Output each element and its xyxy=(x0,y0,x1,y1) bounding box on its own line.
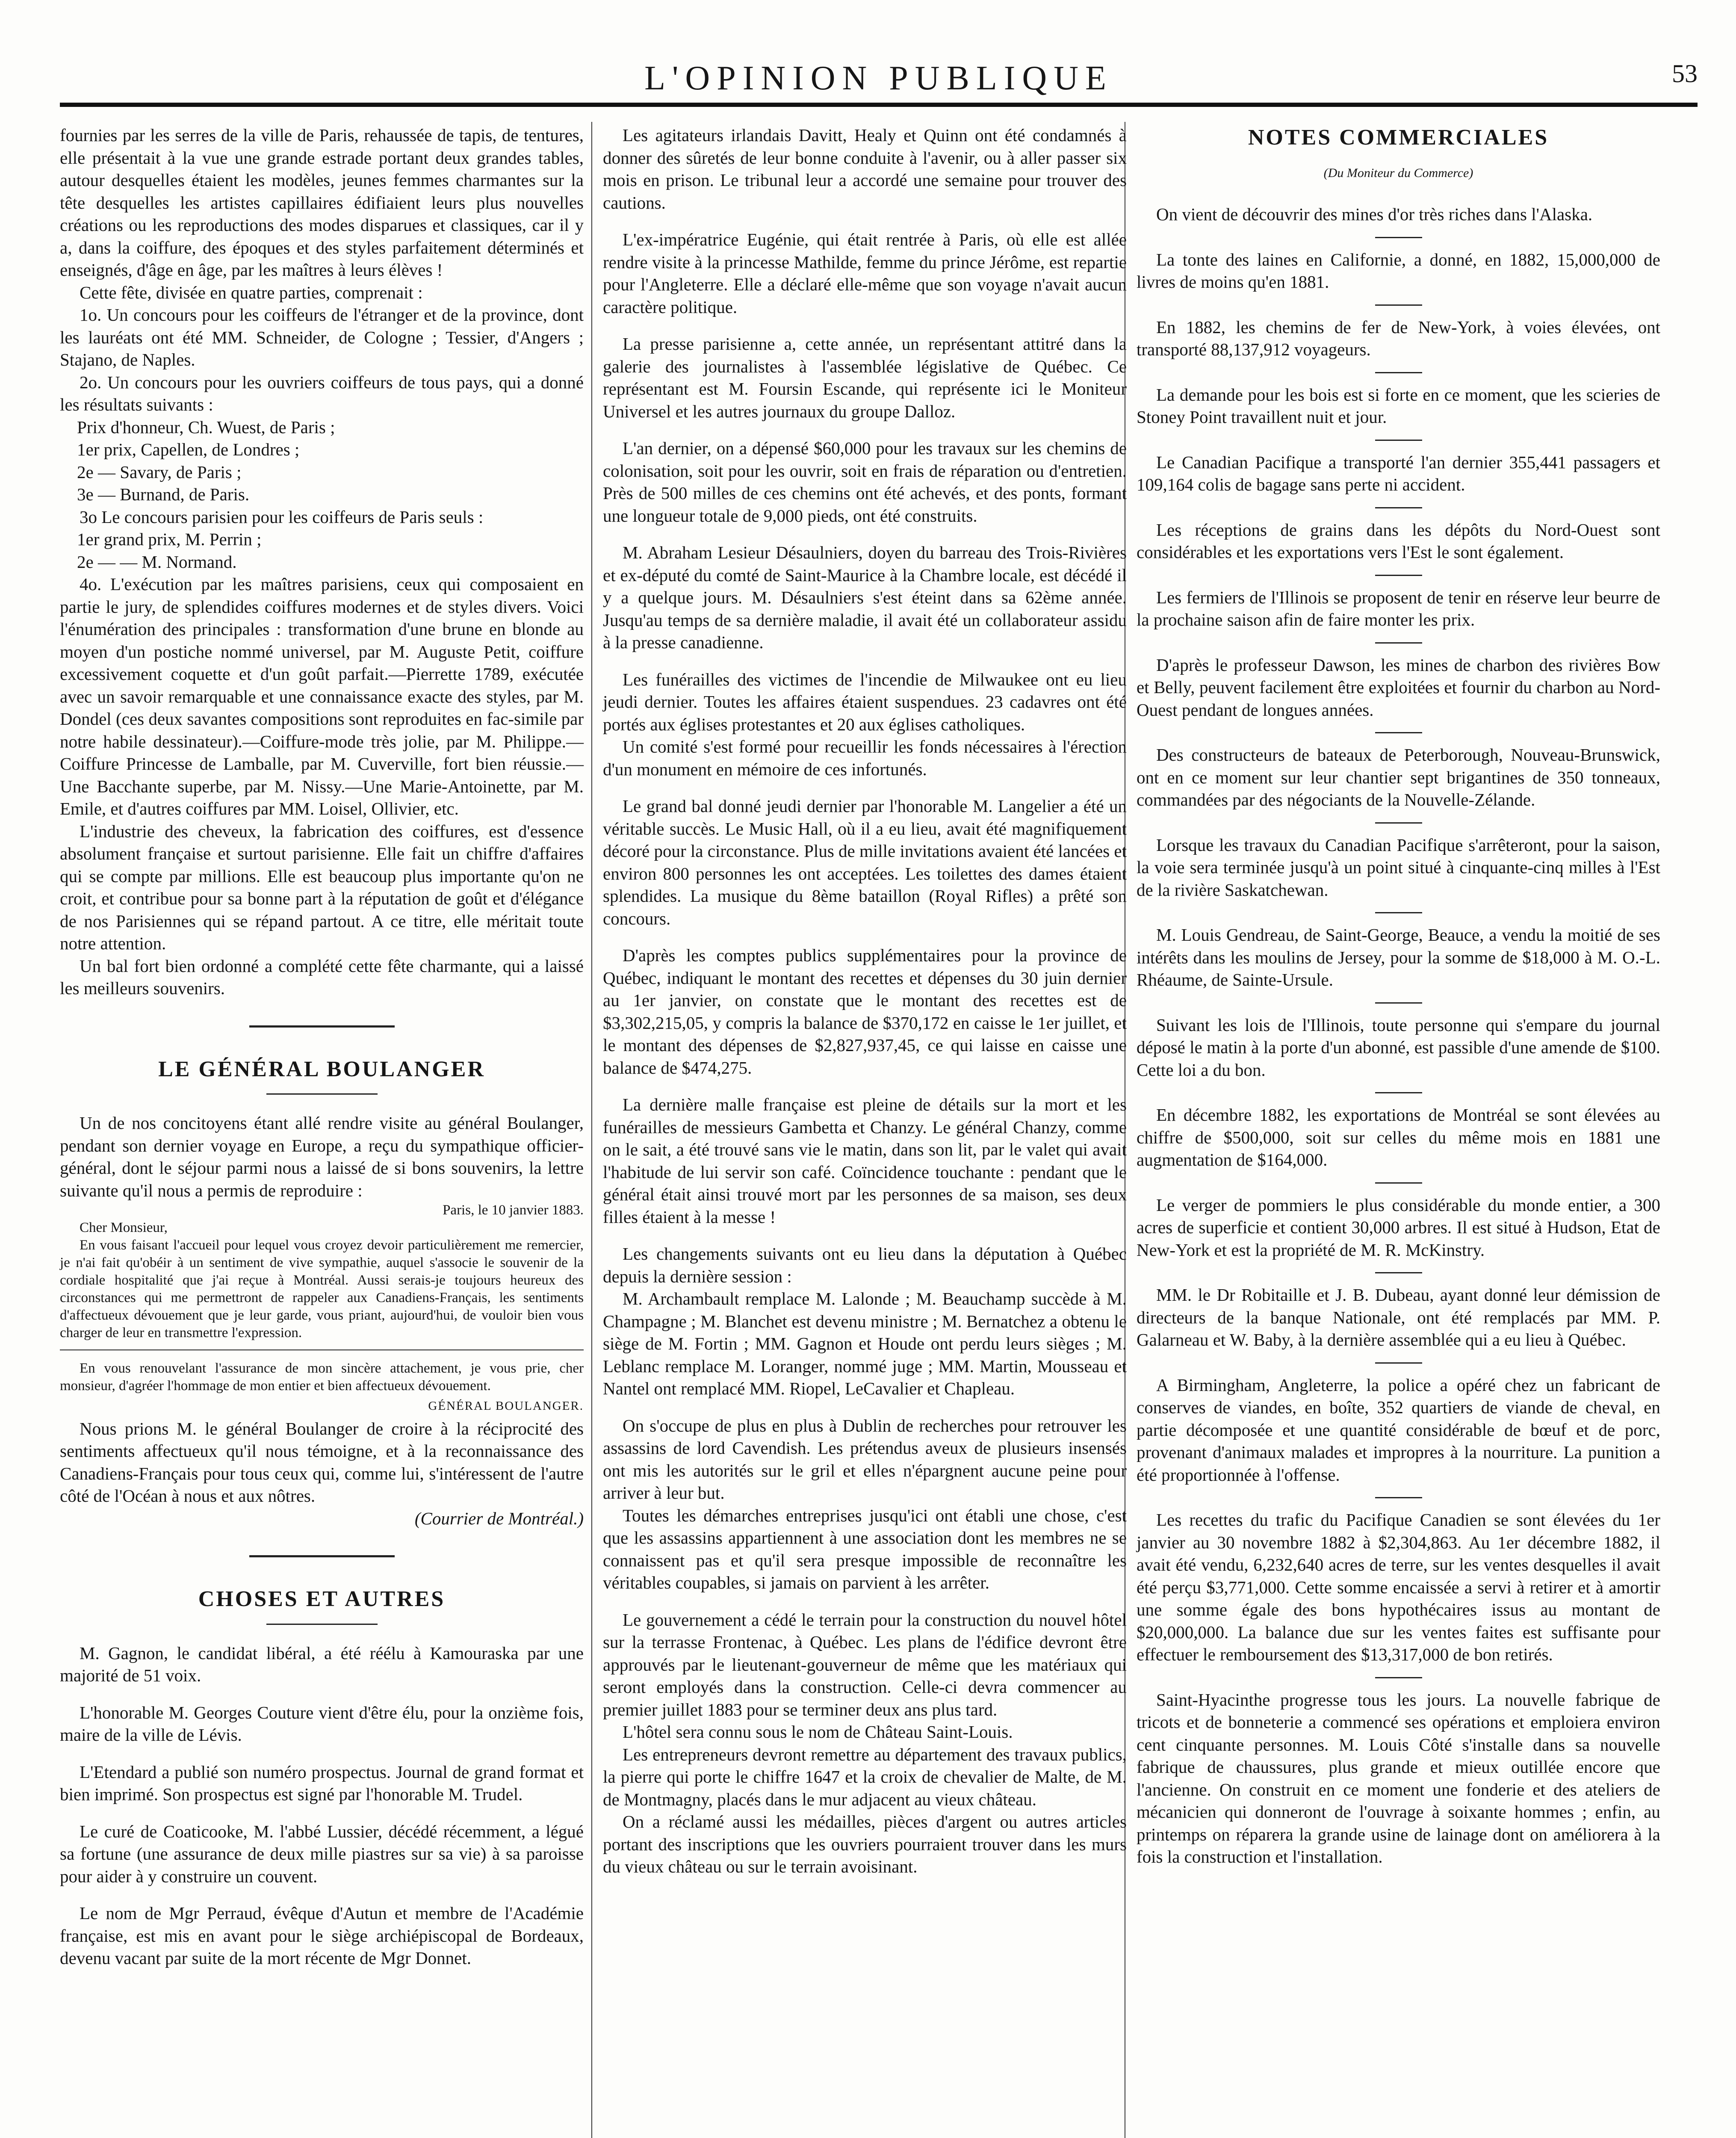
article-paragraph: 3o Le concours parisien pour les coiffeurs de Paris seuls : xyxy=(80,507,484,527)
prize-line: 2e — Savary, de Paris ; xyxy=(77,462,242,482)
note-separator xyxy=(1375,912,1422,913)
note-separator xyxy=(1375,507,1422,508)
note-separator xyxy=(1375,1362,1422,1364)
news-item: Les funérailles des victimes de l'incendie de Milwaukee ont eu lieu jeudi dernier. Toutes les affaires étaient suspendues. 23 cadavres ont été portés aux églises protestantes et 20 aux églises catholiques. xyxy=(603,669,1127,734)
letter-dateline: Paris, le 10 janvier 1883. xyxy=(443,1202,584,1218)
prize-line: 2e — — M. Normand. xyxy=(77,552,237,572)
article-paragraph: Nous prions M. le général Boulanger de croire à la réciprocité des sentiments affectueux qu'il nous témoigne, et à la reconnaissance des Canadiens-Français pour tous ceux qui, comme lui, s'intéressent de l'autre côté de l'Océan à nous et aux nôtres. xyxy=(60,1418,584,1506)
letter-signature: GÉNÉRAL BOULANGER. xyxy=(428,1399,584,1413)
news-item: L'an dernier, on a dépensé $60,000 pour les travaux sur les chemins de colonisation, soit pour les ouvrir, soit en frais de réparation ou d'entretien. Près de 500 milles de ces chemins ont été achevés, et des ponts, formant une longueur totale de 9,000 pieds, ont été construits. xyxy=(603,438,1127,526)
commerce-note: Suivant les lois de l'Illinois, toute personne qui s'empare du journal déposé le matin à la porte d'un abonné, est passible d'une amende de $100. Cette loi a du bon. xyxy=(1137,1015,1660,1080)
news-item: On a réclamé aussi les médailles, pièces d'argent ou autres articles portant des inscriptions que les ouvriers pourraient trouver dans les murs du vieux château ou sur le terrain avoisinant. xyxy=(603,1812,1127,1876)
commerce-note: D'après le professeur Dawson, les mines de charbon des rivières Bow et Belly, peuvent facilement être exploitées et fournir du charbon au Nord-Ouest pendant de longues années. xyxy=(1137,655,1660,720)
article-paragraph: Cette fête, divisée en quatre parties, comprenait : xyxy=(80,282,423,302)
commerce-note: A Birmingham, Angleterre, la police a opéré chez un fabricant de conserves de viandes, en boîte, 352 quartiers de viande de cheval, en partie décomposée et une quantité considérable de bœuf et de porc, provenant d'animaux malades et impropres à la nourriture. La punition a été proportionnée à l'offense. xyxy=(1137,1375,1660,1485)
note-separator xyxy=(1375,304,1422,306)
note-separator xyxy=(1375,1677,1422,1678)
commerce-note: En décembre 1882, les exportations de Montréal se sont élevées au chiffre de $500,000, soit sur celles du même mois en 1881 une augmentation de $164,000. xyxy=(1137,1105,1660,1169)
prize-line: 1er grand prix, M. Perrin ; xyxy=(77,529,262,549)
commerce-note: Lorsque les travaux du Canadian Pacifique s'arrêteront, pour la saison, la voie sera terminée jusqu'à un point situé à cinquante-cinq milles à l'Est de la rivière Saskatchewan. xyxy=(1137,835,1660,900)
news-item: L'honorable M. Georges Couture vient d'être élu, pour la onzième fois, maire de la ville de Lévis. xyxy=(60,1702,584,1745)
news-item: Toutes les démarches entreprises jusqu'ici ont établi une chose, c'est que les assassins appartiennent à une association dont les membres ne se connaissent pas et qu'il sera presque impossible de reconnaître les véritables coupables, si jamais on parvient à les arrêter. xyxy=(603,1505,1127,1592)
note-separator xyxy=(1375,575,1422,576)
commerce-note: Saint-Hyacinthe progresse tous les jours. La nouvelle fabrique de tricots et de bonneterie a commencé ses opérations et emploiera environ cent cinquante personnes. M. Louis Côté s'installe dans sa nouvelle fabrique de chaussures, plus grande et mieux outillée encore que l'ancienne. On construit en ce moment une fonderie et des ateliers de mécanicien qui donneront de l'ouvrage à soixante hommes ; enfin, au printemps on réparera la grande usine de lainage dont on améliorera à la fois la construction et l'installation. xyxy=(1137,1689,1660,1866)
article-paragraph: 4o. L'exécution par les maîtres parisiens, ceux qui composaient en partie le jury, de splendides coiffures modernes et de styles divers. Voici l'énumération des principales : transformation d'une brune en blonde au moyen d'un postiche nommé universel, par M. Auguste Petit, coiffure excessivement coquette et d'un goût parfait.—Pierrette 1789, exécutée avec un savoir remarquable et une connaissance exacte des styles, par M. Dondel (ces deux savantes compositions sont reproduites en fac-simile par notre habile dessinateur).—Coiffure-mode très jolie, par M. Philippe.—Coiffure Princesse de Lamballe, par M. Cuverville, fort bien réussie.—Une Bacchante superbe, par M. Nissy.—Une Marie-Antoinette, par M. Emile, et d'autres coiffures par MM. Loisel, Ollivier, etc. xyxy=(60,574,584,818)
letter-body: En vous faisant l'accueil pour lequel vous croyez devoir particulièrement me remercier, je n'ai fait qu'obéir à un sentiment de vive sympathie, auquel s'associe le souvenir de la cordiale hospitalité que j'ai reçue à Montréal. Aussi serais-je toujours heureux des circonstances qui me permettront de rappeler aux Canadiens-Français, les sentiments d'affectueux dévouement que je leur garde, vous priant, aujourd'hui, de vouloir bien vous charger de leur en transmettre l'expression. xyxy=(60,1237,584,1341)
section-heading: NOTES COMMERCIALES xyxy=(1248,125,1549,150)
prize-line: 3e — Burnand, de Paris. xyxy=(77,484,250,504)
article-paragraph: 1o. Un concours pour les coiffeurs de l'étranger et de la province, dont les lauréats ont été MM. Schneider, de Cologne ; Tessier, d'Angers ; Stajano, de Naples. xyxy=(60,305,584,369)
section-heading: CHOSES ET AUTRES xyxy=(198,1587,446,1611)
section-subtitle: (Du Moniteur du Commerce) xyxy=(1323,165,1473,180)
news-item: M. Abraham Lesieur Désaulniers, doyen du barreau des Trois-Rivières et ex-député du comté de Saint-Maurice à la Chambre locale, est décédé il y a quelque jours. M. Désaulniers s'est éteint dans sa 62ème année. Jusqu'au temps de sa dernière maladie, il avait été un collaborateur assidu à la presse canadienne. xyxy=(603,543,1127,652)
commerce-note: Le verger de pommiers le plus considérable du monde entier, a 300 acres de superficie et contient 30,000 arbres. Il est situé à Hudson, Etat de New-York et est la propriété de M. R. McKinstry. xyxy=(1137,1195,1660,1260)
heading-rule xyxy=(266,1093,378,1095)
news-item: Le gouvernement a cédé le terrain pour la construction du nouvel hôtel sur la terrasse Frontenac, à Québec. Les plans de l'édifice devront être approuvés par le lieutenant-gouverneur de même que les matériaux qui seront employés dans la construction. Celle-ci devra commencer au premier juillet 1883 pour se terminer deux ans plus tard. xyxy=(603,1609,1127,1719)
news-item: D'après les comptes publics supplémentaires pour la province de Québec, indiquant le montant des recettes et dépenses du 30 juin dernier au 1er janvier, on constate que le montant des recettes est de $3,302,215,05, y compris la balance de $370,172 en caisse le 1er juillet, et le montant des dépenses de $2,827,937,45, ce qui laisse en caisse une balance de $474,275. xyxy=(603,945,1127,1078)
page-number: 53 xyxy=(1672,59,1698,88)
commerce-note: On vient de découvrir des mines d'or très riches dans l'Alaska. xyxy=(1156,204,1593,224)
commerce-note: La demande pour les bois est si forte en ce moment, que les scieries de Stoney Point travaillent nuit et jour. xyxy=(1137,384,1660,427)
article-source: (Courrier de Montréal.) xyxy=(414,1508,584,1528)
commerce-note: Le Canadian Pacifique a transporté l'an dernier 355,441 passagers et 109,164 colis de bagage sans perte ni accident. xyxy=(1137,452,1660,494)
note-separator xyxy=(1375,1272,1422,1273)
news-item: Le curé de Coaticooke, M. l'abbé Lussier, décédé récemment, a légué sa fortune (une assurance de deux mille piastres sur sa vie) à sa paroisse pour aider à y construire un couvent. xyxy=(60,1821,584,1886)
prize-line: 1er prix, Capellen, de Londres ; xyxy=(77,440,300,459)
note-separator xyxy=(1375,732,1422,733)
commerce-note: Les recettes du trafic du Pacifique Canadien se sont élevées du 1er janvier au 30 novembre 1882 à $2,304,863. Au 1er décembre 1882, il avait été vendu, 6,232,640 acres de terre, sur les ventes desquelles il avait été perçu $3,771,000. Cette somme encaissée a servi à retirer et à amortir une somme égale des bons hypothécaires issus au montant de $20,000,000. La balance due sur les ventes faites est suffisante pour effectuer le remboursement des $13,317,000 de bon retirés. xyxy=(1137,1510,1660,1664)
note-separator xyxy=(1375,1182,1422,1184)
news-item: L'Etendard a publié son numéro prospectus. Journal de grand format et bien imprimé. Son prospectus est signé par l'honorable M. Trudel. xyxy=(60,1762,584,1804)
note-separator xyxy=(1375,372,1422,373)
masthead-rule xyxy=(60,103,1698,107)
column-1 xyxy=(60,124,584,1970)
news-item: Un comité s'est formé pour recueillir les fonds nécessaires à l'érection d'un monument en mémoire de ces infortunés. xyxy=(603,737,1127,779)
section-rule xyxy=(249,1555,395,1557)
masthead xyxy=(60,56,1698,103)
news-item: La dernière malle française est pleine de détails sur la mort et les funérailles de messieurs Gambetta et Chanzy. Le général Chanzy, comme on le sait, a été trouvé sans vie le matin, dans son lit, par le valet qui avait l'habitude de lui servir son café. Coïncidence touchante : pendant que le général était ainsi trouvé mort par les personnes de sa maison, ses deux filles étaient à la messe ! xyxy=(603,1095,1127,1227)
letter-closing: En vous renouvelant l'assurance de mon sincère attachement, je vous prie, cher monsieur, d'agréer l'hommage de mon entier et bien affectueux dévouement. xyxy=(60,1361,584,1394)
commerce-note: En 1882, les chemins de fer de New-York, à voies élevées, ont transporté 88,137,912 voyageurs. xyxy=(1137,317,1660,359)
commerce-note: Les fermiers de l'Illinois se proposent de tenir en réserve leur beurre de la prochaine saison afin de faire monter les prix. xyxy=(1137,587,1660,629)
article-paragraph: Un bal fort bien ordonné a complété cette fête charmante, qui a laissé les meilleurs souvenirs. xyxy=(60,956,584,998)
article-paragraph: L'industrie des cheveux, la fabrication des coiffures, est d'essence absolument française et surtout parisienne. Elle fait un chiffre d'affaires qui se compte par millions. Elle est beaucoup plus importante qu'on ne croit, et contribue pour sa bonne part à la réputation de goût et d'élégance de nos Parisiennes qui se répand partout. A ce titre, elle méritait toute notre attention. xyxy=(60,821,584,953)
news-item: M. Gagnon, le candidat libéral, a été réélu à Kamouraska par une majorité de 51 voix. xyxy=(60,1643,584,1685)
article-paragraph: Un de nos concitoyens étant allé rendre visite au général Boulanger, pendant son dernier voyage en Europe, a reçu du sympathique officier-général, dont le séjour parmi nous a laissé de si bons souvenirs, la lettre suivante qu'il nous a permis de reproduire : xyxy=(60,1113,584,1200)
note-separator xyxy=(1375,1092,1422,1093)
note-separator xyxy=(1375,440,1422,441)
heading-rule xyxy=(266,1624,378,1625)
section-rule xyxy=(249,1025,395,1028)
news-item: On s'occupe de plus en plus à Dublin de recherches pour retrouver les assassins de lord Cavendish. Les prétendus aveux de plusieurs insensés ont mis les autorités sur le gril et elles n'épargnent aucune peine pour arriver à leur but. xyxy=(603,1415,1127,1503)
newspaper-title: L'OPINION PUBLIQUE xyxy=(644,59,1113,97)
commerce-note: Des constructeurs de bateaux de Peterborough, Nouveau-Brunswick, ont en ce moment sur leur chantier sept brigantines de 350 tonneaux, commandées par des négociants de la Nouvelle-Zélande. xyxy=(1137,745,1660,809)
letter-salutation: Cher Monsieur, xyxy=(80,1220,168,1235)
news-item: L'hôtel sera connu sous le nom de Château Saint-Louis. xyxy=(623,1722,1013,1742)
column-3 xyxy=(1137,124,1660,1868)
commerce-note: MM. le Dr Robitaille et J. B. Dubeau, ayant donné leur démission de directeurs de la banque Nationale, ont été remplacés par MM. P. Galarneau et W. Baby, à la dernière assemblée qui a eu lieu à Québec. xyxy=(1137,1285,1660,1350)
news-item: M. Archambault remplace M. Lalonde ; M. Beauchamp succède à M. Champagne ; M. Blanchet est devenu ministre ; M. Bernatchez a obtenu le siège de M. Fortin ; MM. Gagnon et Houde ont perdu leurs sièges ; M. Leblanc remplace M. Loranger, nommé juge ; MM. Martin, Mousseau et Nantel ont remplacé MM. Riopel, LeCavalier et Chapleau. xyxy=(603,1289,1127,1398)
column-divider xyxy=(591,122,592,2138)
news-item: Le nom de Mgr Perraud, évêque d'Autun et membre de l'Académie française, est mis en avant pour le siège archiépiscopal de Bordeaux, devenu vacant par suite de la mort récente de Mgr Donnet. xyxy=(60,1903,584,1968)
prize-line: Prix d'honneur, Ch. Wuest, de Paris ; xyxy=(77,417,335,437)
news-item: Le grand bal donné jeudi dernier par l'honorable M. Langelier a été un véritable succès. Le Music Hall, où il a eu lieu, avait été magnifiquement décoré pour la circonstance. Plus de mille invitations avaient été lancées et environ 800 personnes les ont acceptées. Les toilettes des dames étaient splendides. La musique du 8ème bataillon (Royal Rifles) a prêté son concours. xyxy=(603,796,1127,928)
news-item: L'ex-impératrice Eugénie, qui était rentrée à Paris, où elle est allée rendre visite à la princesse Mathilde, femme du prince Jérôme, est repartie pour l'Angleterre. Elle a déclaré elle-même que son voyage n'avait aucun caractère politique. xyxy=(603,230,1127,317)
note-separator xyxy=(1375,1497,1422,1498)
note-separator xyxy=(1375,822,1422,824)
commerce-note: M. Louis Gendreau, de Saint-George, Beauce, a vendu la moitié de ses intérêts dans les moulins de Jersey, pour la somme de $18,000 à M. O.-L. Rhéaume, de Sainte-Ursule. xyxy=(1137,925,1660,989)
commerce-note: Les réceptions de grains dans les dépôts du Nord-Ouest sont considérables et les exportations vers l'Est le sont également. xyxy=(1137,520,1660,562)
news-item: Les agitateurs irlandais Davitt, Healy et Quinn ont été condamnés à donner des sûretés de leur bonne conduite à l'avenir, ou à aller passer six mois en prison. Le tribunal leur a accordé une semaine pour trouver des cautions. xyxy=(603,125,1127,213)
note-separator xyxy=(1375,1002,1422,1004)
news-item: Les changements suivants ont eu lieu dans la députation à Québec depuis la dernière session : xyxy=(603,1244,1127,1286)
news-item: La presse parisienne a, cette année, un représentant attitré dans la galerie des journalistes à l'assemblée législative de Québec. Ce représentant est M. Foursin Escande, qui représente ici le Moniteur Universel et les autres journaux du groupe Dalloz. xyxy=(603,334,1127,421)
column-2 xyxy=(603,124,1127,1878)
section-heading: LE GÉNÉRAL BOULANGER xyxy=(158,1057,485,1081)
news-item: Les entrepreneurs devront remettre au département des travaux publics, la pierre qui porte le chiffre 1647 et la croix de chevalier de Malte, de M. de Montmagny, placés dans le mur adjacent au vieux château. xyxy=(603,1744,1127,1809)
commerce-note: La tonte des laines en Californie, a donné, en 1882, 15,000,000 de livres de moins qu'en 1881. xyxy=(1137,249,1660,292)
article-paragraph: fournies par les serres de la ville de Paris, rehaussée de tapis, de tentures, elle présentait à la vue une grande estrade portant deux grandes tables, autour desquelles étaient les modèles, jeunes femmes charmantes sur la tête desquelles les artistes capillaires édifiaient leurs plus nouvelles créations ou les reproductions des modes disparues et classiques, car il y a, dans la coiffure, des époques et des styles parfaitement déterminés et enseignés, d'âge en âge, par les maîtres à leurs élèves ! xyxy=(60,125,584,280)
note-separator xyxy=(1375,237,1422,238)
note-separator xyxy=(1375,642,1422,644)
article-paragraph: 2o. Un concours pour les ouvriers coiffeurs de tous pays, qui a donné les résultats suivants : xyxy=(60,372,584,414)
